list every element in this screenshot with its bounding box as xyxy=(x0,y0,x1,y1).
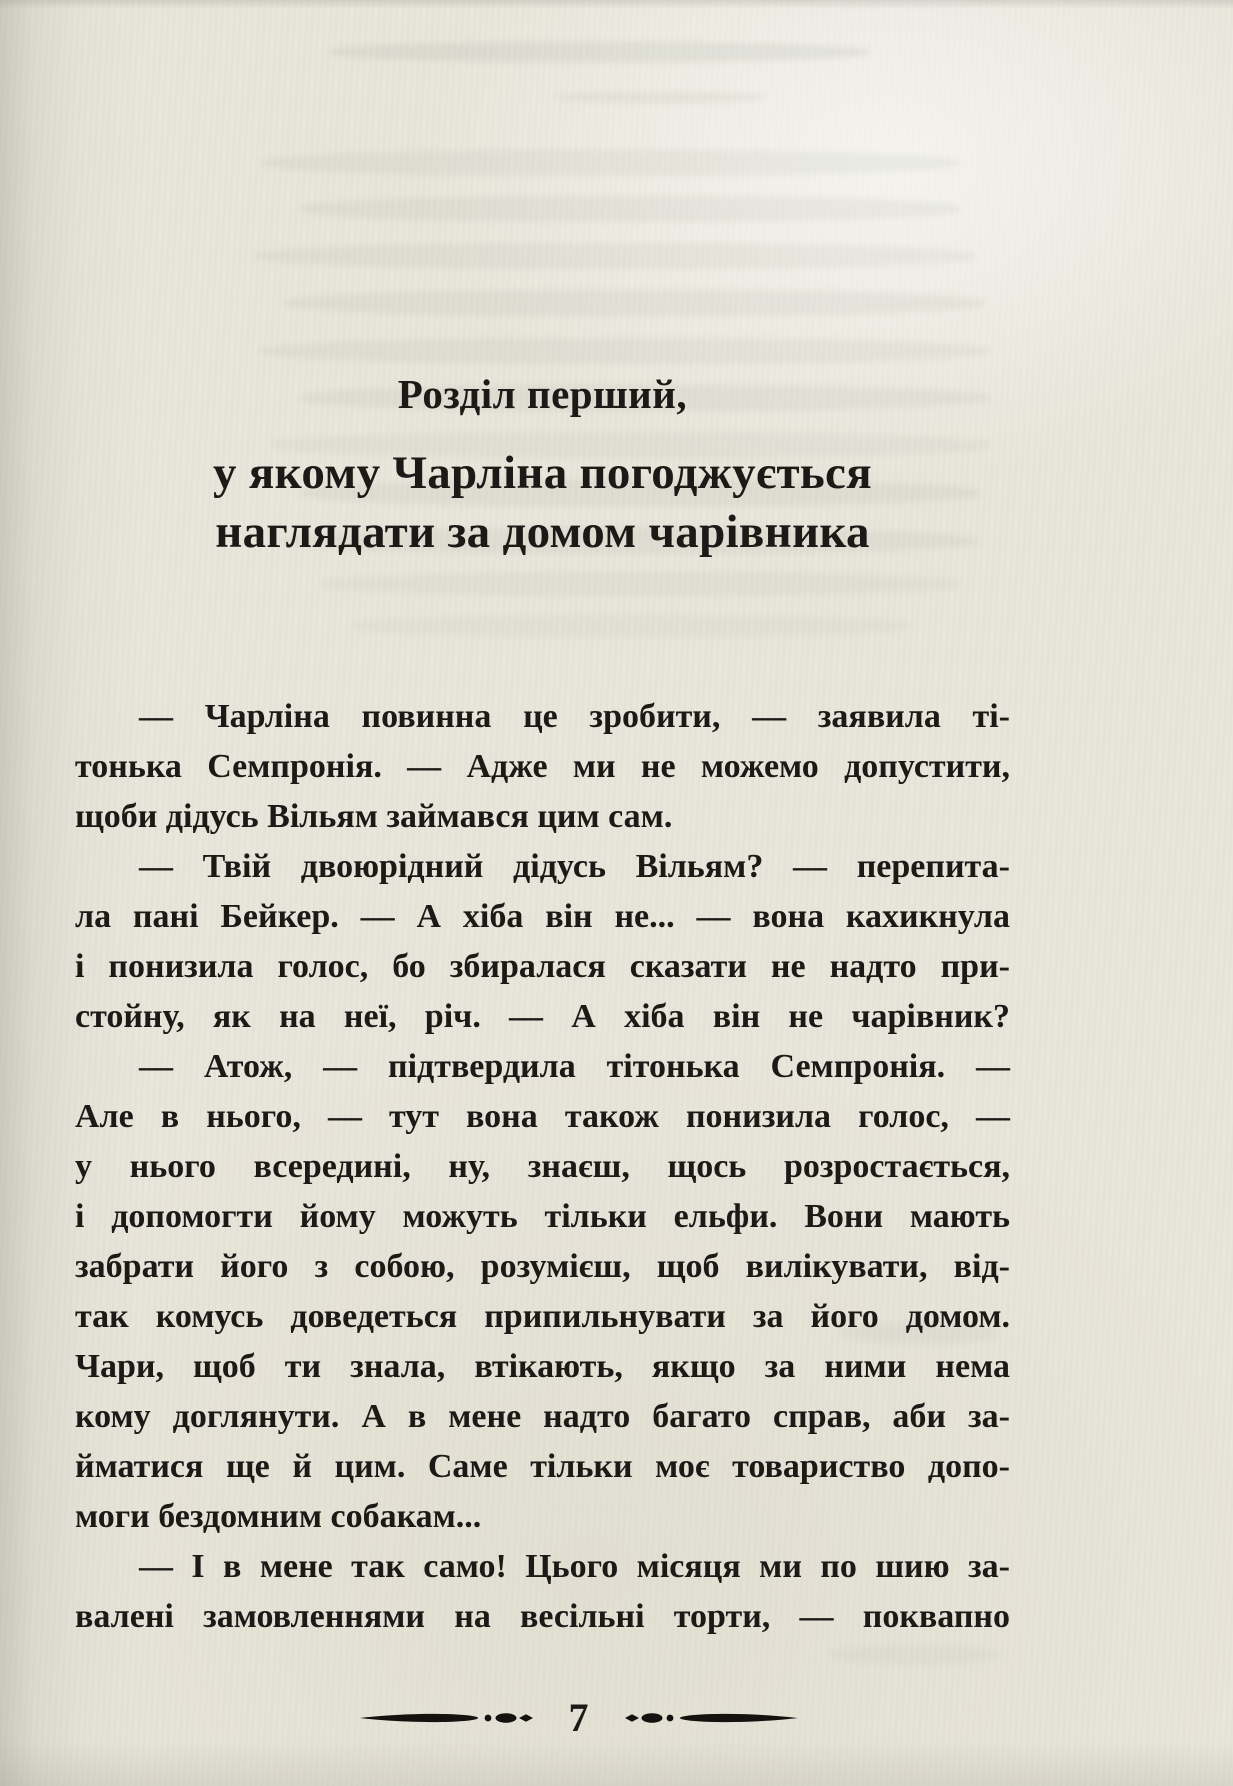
chapter-subtitle xyxy=(75,444,1010,562)
bleedthrough-ghost xyxy=(320,572,960,596)
chapter-heading: Розділ перший, xyxy=(397,371,688,417)
body-line: Але в нього, — тут вона також понизила голос, — xyxy=(75,1098,1010,1135)
body-line: забрати його з собою, розумієш, щоб вилікувати, від- xyxy=(75,1248,1010,1285)
chapter-subtitle-line: у якому Чарліна погоджується xyxy=(213,447,872,499)
page-number: 7 xyxy=(568,1695,589,1740)
body-line: і понизила голос, бо збиралася сказати не надто при- xyxy=(75,948,1010,985)
body-line: — Атож, — підтвердила тітонька Семпронія. — xyxy=(139,1048,1010,1085)
bleedthrough-ghost xyxy=(255,243,975,269)
body-line: стойну, як на неї, річ. — А хіба він не чарівник? xyxy=(75,998,1010,1035)
bleedthrough-ghost xyxy=(260,150,960,176)
chapter-subtitle-line: наглядати за домом чарівника xyxy=(215,506,870,558)
bleedthrough-ghost xyxy=(300,196,960,222)
body-line: — Чарліна повинна це зробити, — заявила ті- xyxy=(139,698,1010,735)
body-line: ла пані Бейкер. — А хіба він не... — вона кахикнула xyxy=(75,898,1010,935)
body-line: і допомогти йому можуть тільки ельфи. Вони мають xyxy=(75,1198,1010,1235)
bleedthrough-ghost xyxy=(350,615,910,637)
bleedthrough-ghost xyxy=(330,42,870,62)
bleedthrough-ghost xyxy=(285,290,985,316)
body-line: щоби дідусь Вільям займався цим сам. xyxy=(75,798,673,835)
body-line: — І в мене так само! Цього місяця ми по шию за- xyxy=(139,1548,1010,1585)
body-line: тонька Семпронія. — Адже ми не можемо допустити, xyxy=(75,748,1010,785)
bleedthrough-ghost xyxy=(830,1645,1000,1665)
bleedthrough-ghost xyxy=(260,338,990,364)
body-line: кому доглянути. А в мене надто багато справ, аби за- xyxy=(75,1398,1010,1435)
body-text xyxy=(75,692,1010,1642)
footer-ornament-right-icon xyxy=(623,1707,799,1729)
page-footer xyxy=(111,1694,1046,1742)
body-line: моги бездомним собакам... xyxy=(75,1498,482,1535)
footer-ornament-left-icon xyxy=(359,1707,535,1729)
body-line: валені замовленнями на весільні торти, — поквапно xyxy=(75,1598,1010,1635)
body-line: Чари, щоб ти знала, втікають, якщо за ними нема xyxy=(75,1348,1010,1385)
bleedthrough-ghost xyxy=(555,92,765,103)
body-line: — Твій двоюрідний дідусь Вільям? — перепита- xyxy=(139,848,1010,885)
body-line: так комусь доведеться припильнувати за його домом. xyxy=(75,1298,1010,1335)
body-line: у нього всередині, ну, знаєш, щось розростається, xyxy=(75,1148,1010,1185)
body-line: йматися ще й цим. Саме тільки моє товариство допо- xyxy=(75,1448,1010,1485)
